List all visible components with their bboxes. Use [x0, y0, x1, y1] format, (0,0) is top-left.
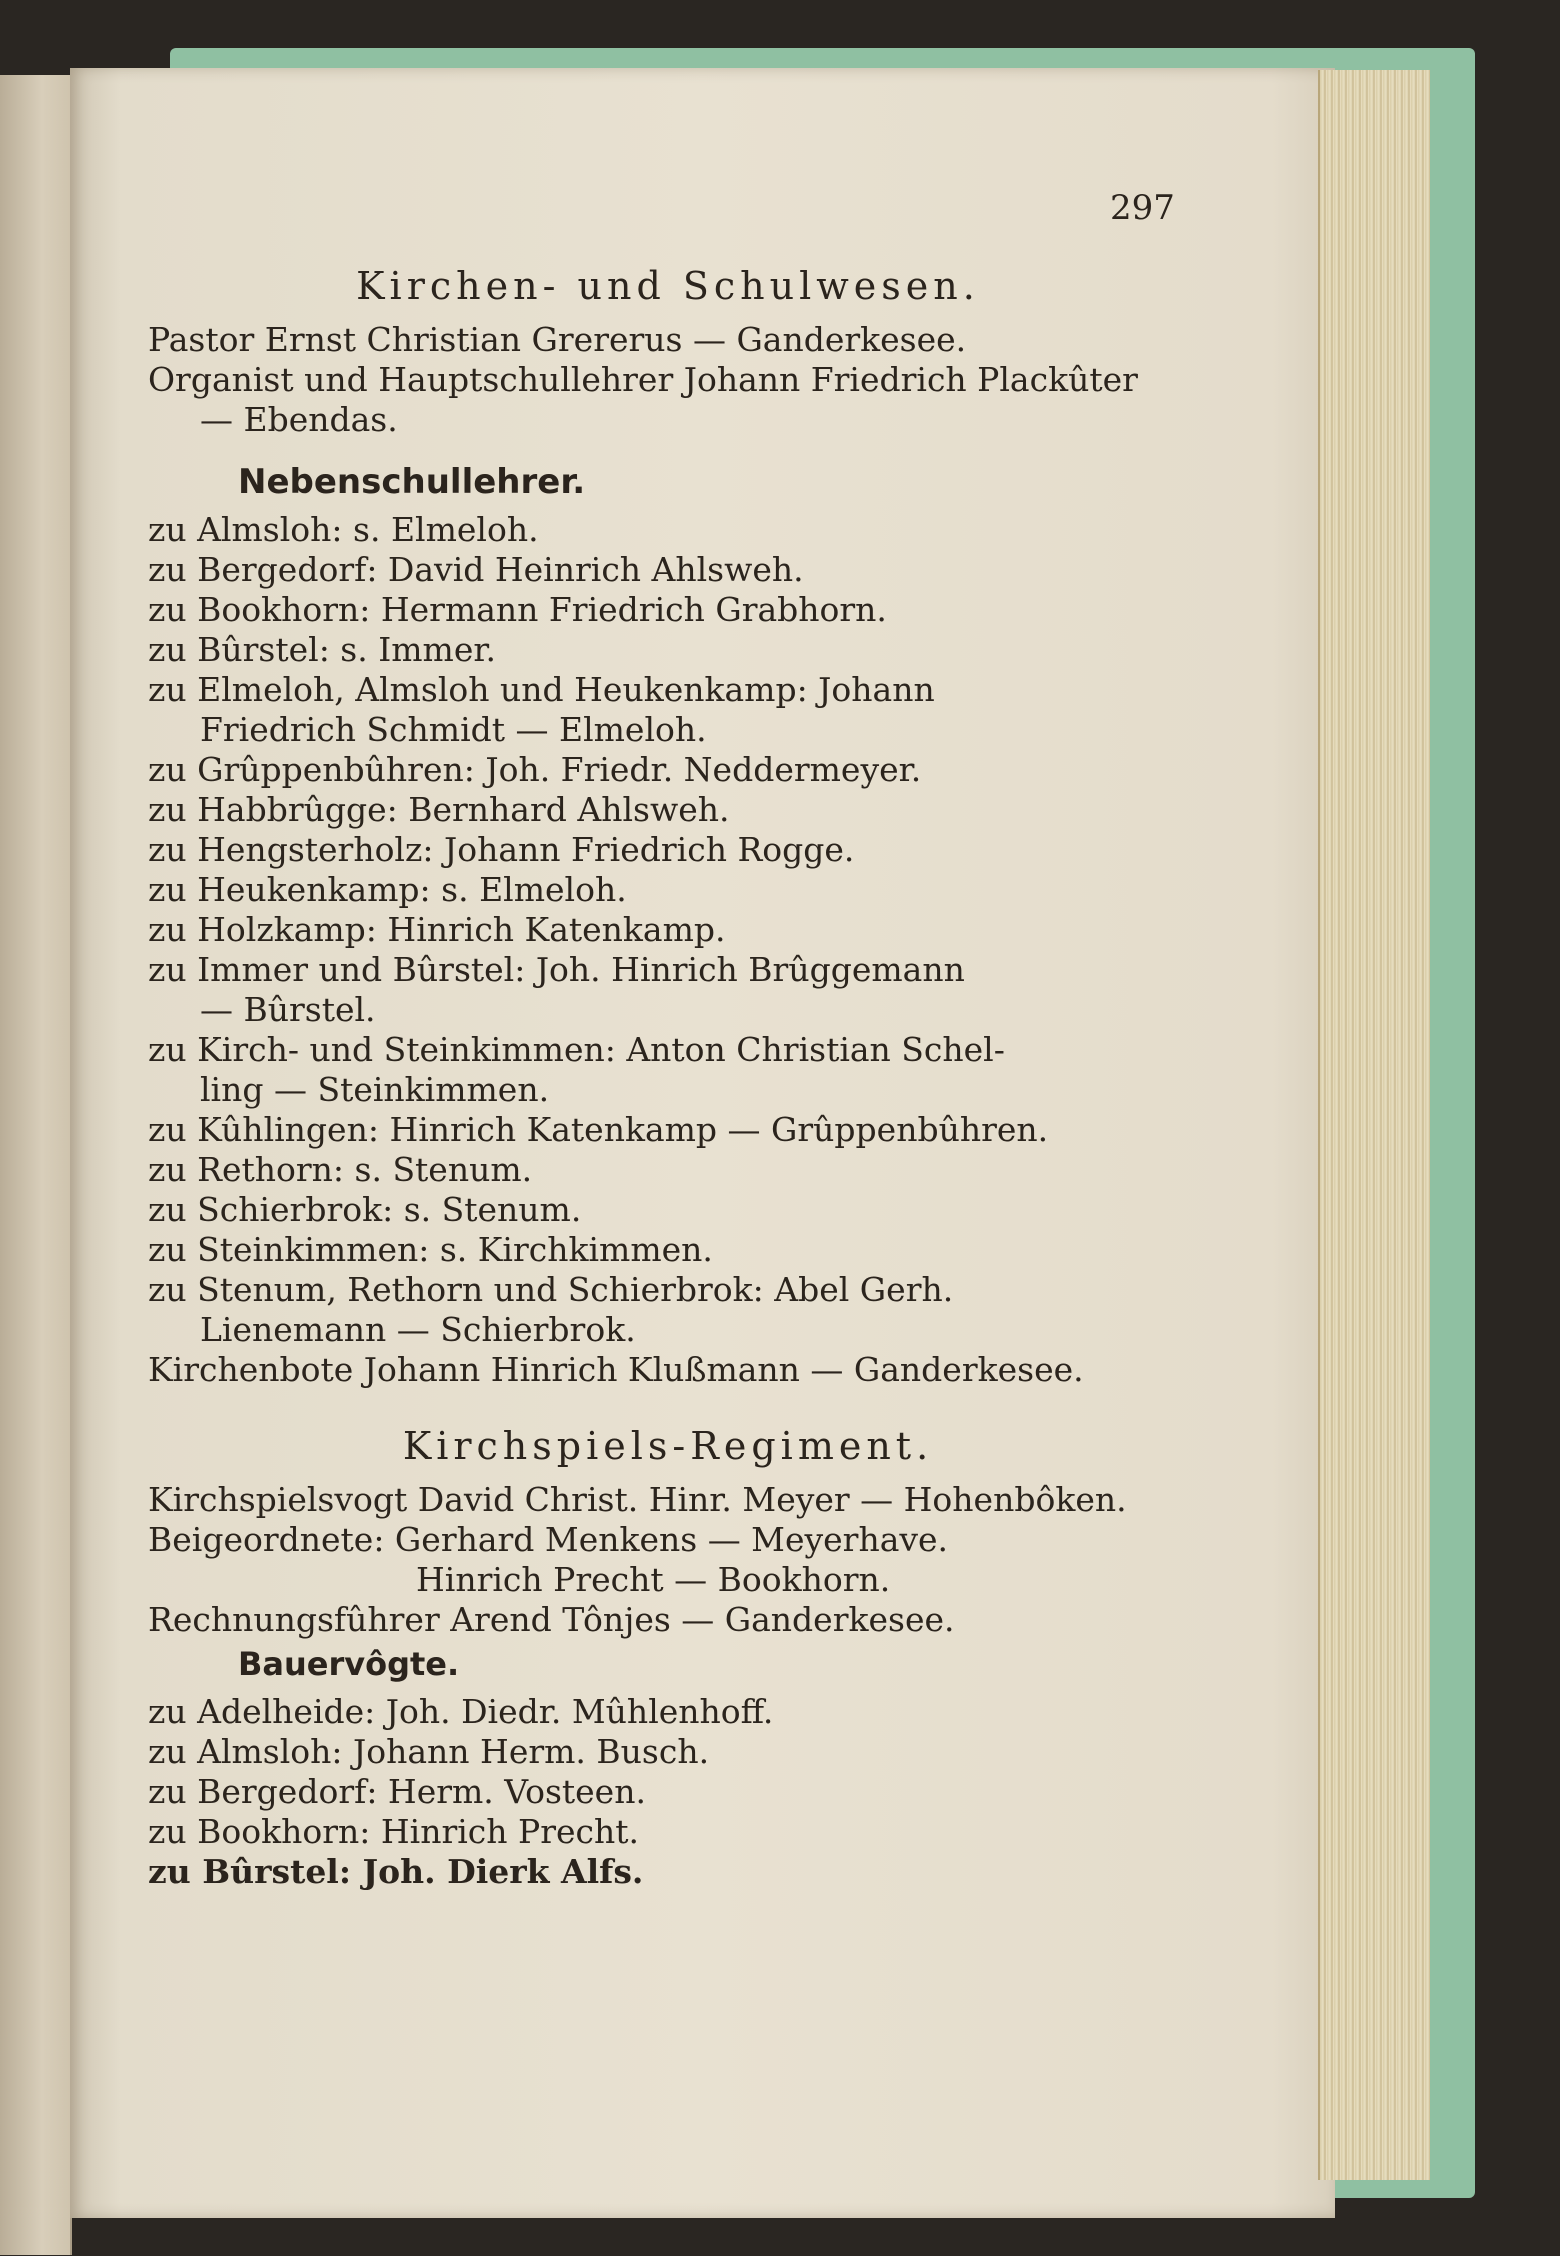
- text-line: — Bûrstel.: [200, 990, 376, 1029]
- text-line: zu Kirch- und Steinkimmen: Anton Christian Schel-: [148, 1030, 1005, 1069]
- text-line: zu Stenum, Rethorn und Schierbrok: Abel Gerh.: [148, 1270, 954, 1309]
- text-line: zu Bûrstel: Joh. Dierk Alfs.: [148, 1852, 644, 1891]
- text-line: zu Almsloh: Johann Herm. Busch.: [148, 1732, 710, 1771]
- section-heading-kirchspiels-regiment: Kirchspiels-Regiment.: [402, 1424, 934, 1468]
- page-number: 297: [1110, 188, 1175, 228]
- text-line: zu Bûrstel: s. Immer.: [148, 630, 496, 669]
- text-line: zu Grûppenbûhren: Joh. Friedr. Neddermeyer.: [148, 750, 922, 789]
- text-line: zu Almsloh: s. Elmeloh.: [148, 510, 539, 549]
- page-text: [148, 180, 1188, 1892]
- text-line: Hinrich Precht — Bookhorn.: [416, 1560, 891, 1599]
- text-line: zu Kûhlingen: Hinrich Katenkamp — Grûppenbûhren.: [148, 1110, 1049, 1149]
- text-line: Pastor Ernst Christian Grererus — Ganderkesee.: [148, 320, 967, 359]
- text-line: zu Elmeloh, Almsloh und Heukenkamp: Johann: [148, 670, 935, 709]
- text-line: zu Bergedorf: Herm. Vosteen.: [148, 1772, 646, 1811]
- text-line: Kirchenbote Johann Hinrich Klußmann — Ganderkesee.: [148, 1350, 1084, 1389]
- text-line: zu Adelheide: Joh. Diedr. Mûhlenhoff.: [148, 1692, 774, 1731]
- text-line: zu Bookhorn: Hermann Friedrich Grabhorn.: [148, 590, 887, 629]
- text-line: Rechnungsfûhrer Arend Tônjes — Ganderkesee.: [148, 1600, 955, 1639]
- text-line: Friedrich Schmidt — Elmeloh.: [200, 710, 707, 749]
- text-line: zu Habbrûgge: Bernhard Ahlsweh.: [148, 790, 730, 829]
- text-line: zu Steinkimmen: s. Kirchkimmen.: [148, 1230, 713, 1269]
- text-line: — Ebendas.: [200, 400, 398, 439]
- text-line: Lienemann — Schierbrok.: [200, 1310, 636, 1349]
- text-line: zu Schierbrok: s. Stenum.: [148, 1190, 582, 1229]
- text-line: zu Bergedorf: David Heinrich Ahlsweh.: [148, 550, 804, 589]
- text-line: zu Holzkamp: Hinrich Katenkamp.: [148, 910, 726, 949]
- section-heading-bauervoegte: Bauervôgte.: [238, 1645, 460, 1683]
- text-line: Organist und Hauptschullehrer Johann Friedrich Plackûter: [148, 360, 1138, 399]
- facing-page-edge: [0, 75, 72, 2255]
- text-line: zu Heukenkamp: s. Elmeloh.: [148, 870, 627, 909]
- text-line: ling — Steinkimmen.: [200, 1070, 550, 1109]
- text-line: zu Immer und Bûrstel: Joh. Hinrich Brûggemann: [148, 950, 965, 989]
- text-line: zu Hengsterholz: Johann Friedrich Rogge.: [148, 830, 855, 869]
- text-line: zu Rethorn: s. Stenum.: [148, 1150, 533, 1189]
- page-block-edges: [1318, 70, 1430, 2180]
- section-heading-kirchen: Kirchen- und Schulwesen.: [356, 264, 980, 308]
- text-line: zu Bookhorn: Hinrich Precht.: [148, 1812, 640, 1851]
- text-line: Beigeordnete: Gerhard Menkens — Meyerhave.: [148, 1520, 949, 1559]
- section-heading-nebenschullehrer: Nebenschullehrer.: [238, 462, 586, 502]
- text-line: Kirchspielsvogt David Christ. Hinr. Meyer — Hohenbôken.: [148, 1480, 1127, 1519]
